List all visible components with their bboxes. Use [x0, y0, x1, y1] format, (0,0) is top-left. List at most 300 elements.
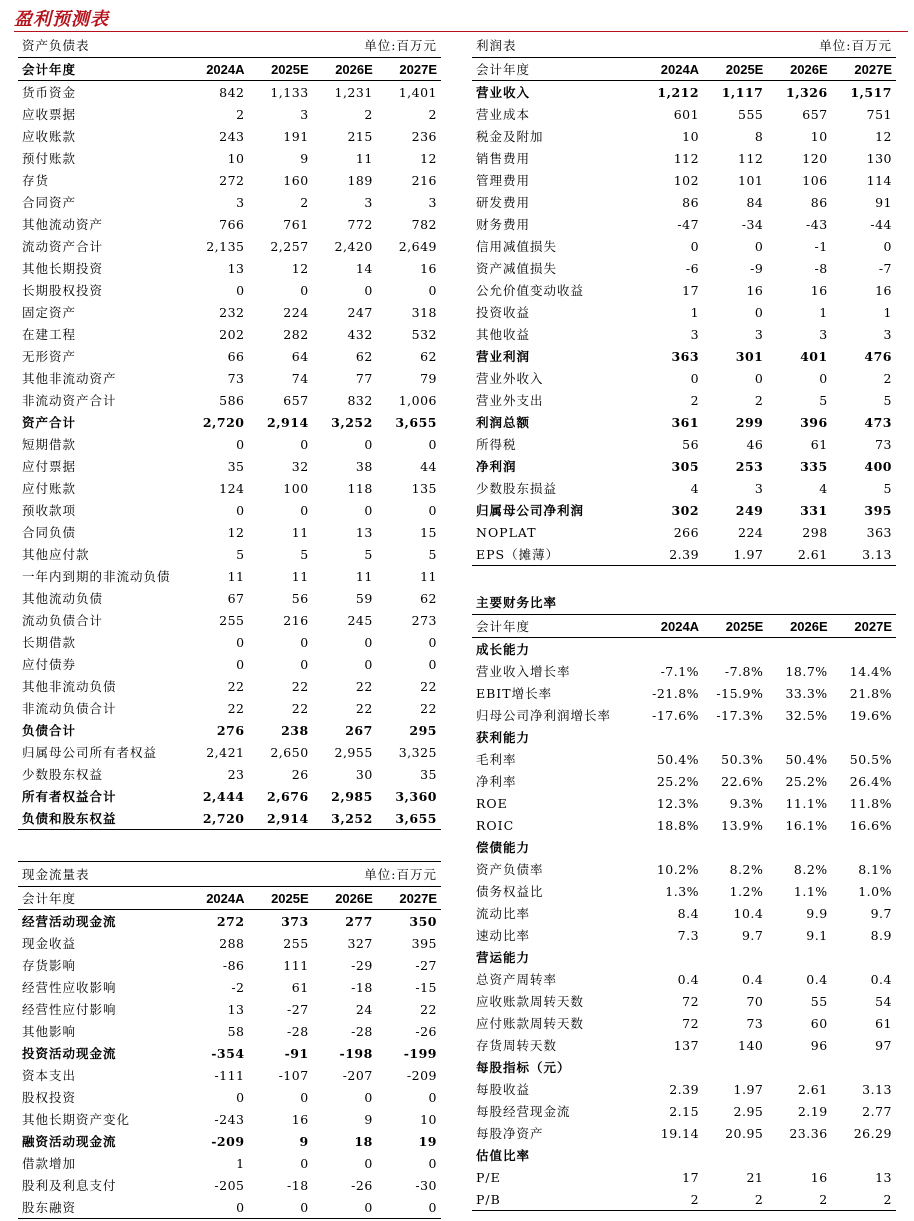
row-value: 2.77 — [862, 1103, 892, 1119]
row-value: 5 — [300, 546, 309, 562]
row-value: 55 — [810, 993, 828, 1009]
row-value: 4 — [819, 480, 828, 496]
row-value: 11 — [420, 568, 437, 584]
row-value: 16 — [746, 282, 764, 298]
row-value: 766 — [219, 216, 245, 232]
row-value: 255 — [283, 935, 309, 951]
row-label: 公允价值变动收益 — [476, 283, 585, 298]
row-value: 298 — [802, 524, 828, 540]
row-label: 应收票据 — [22, 107, 77, 122]
row-value: 124 — [219, 480, 245, 496]
row-value: 2,914 — [249, 807, 313, 830]
row-label: 资产减值损失 — [476, 261, 558, 276]
row-value: -243 — [214, 1111, 245, 1127]
row-value: 12.3% — [656, 795, 700, 811]
table-row — [18, 1196, 441, 1219]
ratio-group-heading — [472, 836, 896, 858]
row-value: 2 — [703, 1188, 767, 1211]
row-value: 56 — [682, 436, 700, 452]
row-value: 5 — [883, 392, 892, 408]
row-label: 负债和股东权益 — [18, 807, 184, 830]
row-value: 22 — [420, 700, 437, 716]
row-value: 657 — [283, 392, 309, 408]
table-row — [18, 807, 441, 830]
table-row — [18, 1042, 441, 1064]
row-value: -7.8% — [724, 663, 764, 679]
table-row — [18, 301, 441, 323]
row-value: -34 — [741, 216, 764, 232]
table-row — [18, 998, 441, 1020]
row-value: 59 — [355, 590, 373, 606]
table-row — [18, 411, 441, 433]
row-value: 3 — [754, 326, 764, 342]
income-statement-unit: 单位:百万元 — [819, 38, 892, 53]
row-label: 归属母公司净利润 — [476, 503, 585, 518]
row-value: 26.29 — [853, 1125, 892, 1141]
table-row — [472, 682, 896, 704]
row-value: 0 — [300, 502, 309, 518]
row-value: 2.61 — [797, 1081, 828, 1097]
row-value: 22 — [355, 700, 373, 716]
table-row — [472, 235, 896, 257]
row-value: 3,360 — [395, 788, 437, 804]
row-value: 0 — [236, 282, 245, 298]
row-label: 管理费用 — [476, 173, 531, 188]
table-row — [18, 653, 441, 675]
row-label: 营业外收入 — [476, 371, 544, 386]
row-value: -209 — [406, 1067, 437, 1083]
row-value: 135 — [411, 480, 437, 496]
row-value: 46 — [746, 436, 764, 452]
row-value: 1.3% — [665, 883, 700, 899]
cash-flow-year-row — [18, 887, 441, 910]
row-value: 19.6% — [849, 707, 892, 723]
row-label: 其他收益 — [476, 327, 531, 342]
row-value: 0.4 — [870, 971, 892, 987]
row-value: 22 — [355, 678, 373, 694]
row-value: 9 — [300, 150, 309, 166]
row-value: 1 — [883, 304, 892, 320]
row-value: 32 — [291, 458, 309, 474]
table-row — [472, 169, 896, 191]
row-value: 1,231 — [334, 84, 373, 100]
table-row — [18, 147, 441, 169]
row-value: -26 — [415, 1023, 437, 1039]
page-title: 盈利预测表 — [14, 9, 109, 30]
row-value: -28 — [287, 1023, 309, 1039]
row-value: 118 — [347, 480, 373, 496]
table-row — [18, 1086, 441, 1108]
row-label: 毛利率 — [476, 752, 517, 767]
row-value: 0.4 — [741, 971, 764, 987]
row-value: 236 — [411, 128, 437, 144]
row-value: -111 — [214, 1067, 245, 1083]
row-label: 其他非流动资产 — [22, 371, 117, 386]
row-value: 3,655 — [377, 807, 441, 830]
row-value: -207 — [342, 1067, 373, 1083]
income-statement-header — [472, 33, 896, 58]
row-value: 3,655 — [395, 414, 437, 430]
row-value: 2 — [428, 106, 437, 122]
year-label: 会计年度 — [472, 615, 639, 638]
row-label: 其他流动负债 — [22, 591, 104, 606]
row-value: 3 — [364, 194, 373, 210]
row-label: 财务费用 — [476, 217, 531, 232]
year-header: 2024A — [184, 887, 248, 910]
table-row — [18, 785, 441, 807]
row-value: 3.13 — [832, 543, 896, 566]
row-label: 合同负债 — [22, 525, 77, 540]
row-label: 营业收入 — [476, 85, 531, 100]
year-header: 2027E — [377, 58, 441, 81]
row-label: 货币资金 — [22, 85, 77, 100]
row-label: 融资活动现金流 — [22, 1134, 117, 1149]
row-value: 13 — [227, 260, 245, 276]
row-value: 18.8% — [656, 817, 700, 833]
row-value: 1.0% — [858, 883, 892, 899]
table-row — [472, 477, 896, 499]
row-label: 其他长期投资 — [22, 261, 104, 276]
row-label: 少数股东权益 — [22, 767, 104, 782]
row-value: 202 — [219, 326, 245, 342]
table-row — [18, 345, 441, 367]
row-value: 5 — [236, 546, 245, 562]
table-row — [472, 1100, 896, 1122]
row-value: 761 — [283, 216, 309, 232]
row-value: 432 — [347, 326, 373, 342]
row-label: P/B — [472, 1188, 639, 1211]
row-value: 255 — [219, 612, 245, 628]
row-value: -9 — [750, 260, 764, 276]
row-value: 62 — [420, 348, 437, 364]
row-label: 其他影响 — [22, 1024, 77, 1039]
row-value: 0 — [313, 1196, 377, 1219]
table-row — [18, 323, 441, 345]
row-label: 税金及附加 — [476, 129, 544, 144]
row-value: 112 — [738, 150, 764, 166]
table-row — [472, 81, 896, 104]
row-value: 9.7 — [741, 927, 764, 943]
row-label: 经营活动现金流 — [22, 914, 117, 929]
year-label: 会计年度 — [18, 58, 184, 81]
row-label: 无形资产 — [22, 349, 77, 364]
row-value: 86 — [810, 194, 828, 210]
table-row — [18, 1130, 441, 1152]
row-label: ROIC — [476, 817, 515, 833]
row-value: 0 — [377, 1196, 441, 1219]
table-row — [472, 433, 896, 455]
row-label: 每股净资产 — [476, 1126, 544, 1141]
row-value: 1,517 — [850, 84, 892, 100]
row-value: -198 — [339, 1045, 373, 1061]
row-value: 137 — [673, 1037, 700, 1053]
row-value: 19 — [418, 1133, 437, 1149]
row-value: 18.7% — [785, 663, 828, 679]
row-value: 50.5% — [849, 751, 892, 767]
row-value: 0 — [300, 1155, 309, 1171]
row-value: 16.1% — [785, 817, 828, 833]
row-value: 772 — [347, 216, 373, 232]
cash-flow-title: 现金流量表 — [22, 867, 90, 882]
row-value: 58 — [227, 1023, 245, 1039]
row-label: 存货周转天数 — [476, 1038, 558, 1053]
row-value: -30 — [415, 1177, 437, 1193]
row-value: 32.5% — [785, 707, 828, 723]
row-value: 22 — [291, 678, 309, 694]
row-value: 327 — [347, 935, 373, 951]
row-value: 0 — [236, 502, 245, 518]
row-value: 50.4% — [656, 751, 700, 767]
row-value: -199 — [403, 1045, 437, 1061]
row-value: 305 — [671, 458, 700, 474]
row-value: 130 — [866, 150, 892, 166]
row-value: 12 — [420, 150, 437, 166]
row-value: 16 — [875, 282, 892, 298]
row-value: 657 — [802, 106, 828, 122]
row-value: 38 — [355, 458, 373, 474]
table-row — [472, 213, 896, 235]
row-value: 22 — [227, 678, 245, 694]
row-value: 10.4 — [733, 905, 764, 921]
row-value: 1,117 — [721, 84, 764, 100]
row-label: 归属母公司所有者权益 — [22, 745, 158, 760]
ratio-group-name: 偿债能力 — [476, 840, 531, 855]
row-value: 8.9 — [870, 927, 892, 943]
row-value: -354 — [211, 1045, 245, 1061]
table-row — [472, 1188, 896, 1211]
table-row — [472, 704, 896, 726]
row-value: 72 — [682, 993, 700, 1009]
row-label: 每股收益 — [476, 1082, 531, 1097]
row-value: 2,720 — [184, 807, 248, 830]
ratio-group-heading — [472, 1144, 896, 1166]
row-value: 25.2% — [785, 773, 828, 789]
table-row — [472, 880, 896, 902]
row-value: 2,257 — [270, 238, 309, 254]
row-value: 2 — [690, 392, 700, 408]
table-row — [18, 103, 441, 125]
table-row — [472, 411, 896, 433]
row-value: 56 — [291, 590, 309, 606]
row-label: 借款增加 — [22, 1156, 77, 1171]
row-value: 2 — [639, 1188, 703, 1211]
row-value: 3,252 — [313, 807, 377, 830]
row-value: 12 — [291, 260, 309, 276]
table-row — [472, 968, 896, 990]
row-value: 0 — [364, 1155, 373, 1171]
row-value: 1,326 — [786, 84, 828, 100]
table-row — [472, 345, 896, 367]
row-value: 73 — [875, 436, 892, 452]
row-value: 1 — [236, 1155, 245, 1171]
row-label: 其他应付款 — [22, 547, 90, 562]
row-value: 401 — [800, 348, 828, 364]
row-value: 2 — [300, 194, 309, 210]
row-value: 3,252 — [331, 414, 373, 430]
row-label: 流动资产合计 — [22, 239, 104, 254]
row-value: -28 — [351, 1023, 373, 1039]
row-value: 751 — [866, 106, 892, 122]
row-value: 0 — [819, 370, 828, 386]
row-label: ROE — [476, 795, 508, 811]
row-label: 其他流动资产 — [22, 217, 104, 232]
row-value: -91 — [284, 1045, 309, 1061]
row-value: 106 — [802, 172, 828, 188]
row-value: 8.2% — [729, 861, 764, 877]
row-value: -47 — [677, 216, 700, 232]
row-value: 395 — [864, 502, 892, 518]
row-value: 96 — [810, 1037, 828, 1053]
row-value: -107 — [278, 1067, 309, 1083]
row-value: 120 — [802, 150, 828, 166]
row-value: 0 — [883, 238, 892, 254]
income-statement-year-row — [472, 58, 896, 81]
row-value: 35 — [227, 458, 245, 474]
row-value: 400 — [864, 458, 892, 474]
table-row — [18, 1174, 441, 1196]
row-value: 3 — [819, 326, 828, 342]
table-row — [18, 191, 441, 213]
row-value: 60 — [810, 1015, 828, 1031]
table-row — [472, 455, 896, 477]
table-row — [18, 169, 441, 191]
row-value: 17 — [682, 282, 700, 298]
row-value: -6 — [685, 260, 700, 276]
table-row — [18, 910, 441, 933]
row-value: 243 — [219, 128, 245, 144]
row-label: 营业利润 — [476, 349, 531, 364]
row-value: 0 — [300, 634, 309, 650]
row-value: 100 — [283, 480, 309, 496]
row-value: 10 — [810, 128, 828, 144]
table-row — [472, 367, 896, 389]
row-value: 21.8% — [849, 685, 892, 701]
row-value: 8.4 — [677, 905, 700, 921]
row-value: 1,133 — [270, 84, 309, 100]
row-value: -7.1% — [660, 663, 700, 679]
row-value: 832 — [347, 392, 373, 408]
row-value: 2,985 — [331, 788, 373, 804]
row-label: 在建工程 — [22, 327, 77, 342]
row-value: 189 — [347, 172, 373, 188]
row-value: 11.1% — [785, 795, 828, 811]
row-value: 26.4% — [849, 773, 892, 789]
row-value: 22 — [420, 678, 437, 694]
row-label: 每股经营现金流 — [476, 1104, 571, 1119]
row-value: 0 — [428, 282, 437, 298]
row-value: 216 — [411, 172, 437, 188]
row-value: 842 — [219, 84, 245, 100]
row-value: 238 — [281, 722, 309, 738]
row-label: 投资活动现金流 — [22, 1046, 117, 1061]
row-value: 16 — [291, 1111, 309, 1127]
row-value: -43 — [806, 216, 828, 232]
row-value: 2,720 — [202, 414, 245, 430]
table-row — [18, 499, 441, 521]
table-row — [472, 499, 896, 521]
row-value: 0 — [428, 502, 437, 518]
table-row — [18, 565, 441, 587]
row-value: -2 — [231, 979, 245, 995]
row-value: 97 — [875, 1037, 892, 1053]
row-value: 8.1% — [858, 861, 892, 877]
row-value: 8.2% — [793, 861, 828, 877]
row-label: 预付账款 — [22, 151, 77, 166]
row-value: 0 — [184, 1196, 248, 1219]
row-value: 26 — [291, 766, 309, 782]
row-value: 0 — [236, 436, 245, 452]
row-value: 3,325 — [398, 744, 437, 760]
balance-sheet-year-row — [18, 58, 441, 81]
row-value: 22 — [291, 700, 309, 716]
row-value: 3 — [754, 480, 764, 496]
row-value: 0 — [236, 656, 245, 672]
row-value: 4 — [690, 480, 700, 496]
row-value: 18 — [354, 1133, 373, 1149]
row-value: -27 — [287, 1001, 309, 1017]
row-value: 2,955 — [334, 744, 373, 760]
row-value: 10 — [227, 150, 245, 166]
row-value: 13.9% — [721, 817, 764, 833]
row-value: 3 — [428, 194, 437, 210]
row-label: 营业成本 — [476, 107, 531, 122]
row-value: 10 — [420, 1111, 437, 1127]
row-label: 长期借款 — [22, 635, 77, 650]
row-value: 91 — [875, 194, 892, 210]
row-value: 16 — [810, 1169, 828, 1185]
row-value: 3 — [690, 326, 700, 342]
row-value: 532 — [411, 326, 437, 342]
row-value: 23 — [227, 766, 245, 782]
row-value: 114 — [866, 172, 892, 188]
row-label: 应收账款 — [22, 129, 77, 144]
row-label: 投资收益 — [476, 305, 531, 320]
row-value: 102 — [673, 172, 700, 188]
row-value: 267 — [345, 722, 373, 738]
row-value: -26 — [351, 1177, 373, 1193]
row-value: 473 — [864, 414, 892, 430]
row-label: 非流动负债合计 — [22, 701, 117, 716]
ratio-group-heading — [472, 946, 896, 968]
table-row — [472, 814, 896, 836]
table-row — [472, 301, 896, 323]
row-value: 0 — [428, 1089, 437, 1105]
row-value: 11 — [355, 568, 373, 584]
row-value: 272 — [219, 172, 245, 188]
row-label: 存货 — [22, 173, 50, 188]
row-label: 负债合计 — [22, 723, 77, 738]
table-row — [472, 1012, 896, 1034]
table-row — [18, 521, 441, 543]
row-value: 16 — [420, 260, 437, 276]
year-header: 2025E — [703, 615, 767, 638]
row-value: 2 — [364, 106, 373, 122]
row-value: 101 — [738, 172, 764, 188]
row-value: 11 — [291, 568, 309, 584]
row-value: -209 — [211, 1133, 245, 1149]
row-value: 50.3% — [721, 751, 764, 767]
row-label: 营业外支出 — [476, 393, 544, 408]
row-label: 固定资产 — [22, 305, 77, 320]
table-row — [472, 389, 896, 411]
ratio-group-name: 成长能力 — [476, 642, 531, 657]
row-value: 9.7 — [870, 905, 892, 921]
row-label: 存货影响 — [22, 958, 77, 973]
table-row — [18, 455, 441, 477]
row-label: 研发费用 — [476, 195, 531, 210]
row-value: 20.95 — [725, 1125, 764, 1141]
row-value: 288 — [219, 935, 245, 951]
